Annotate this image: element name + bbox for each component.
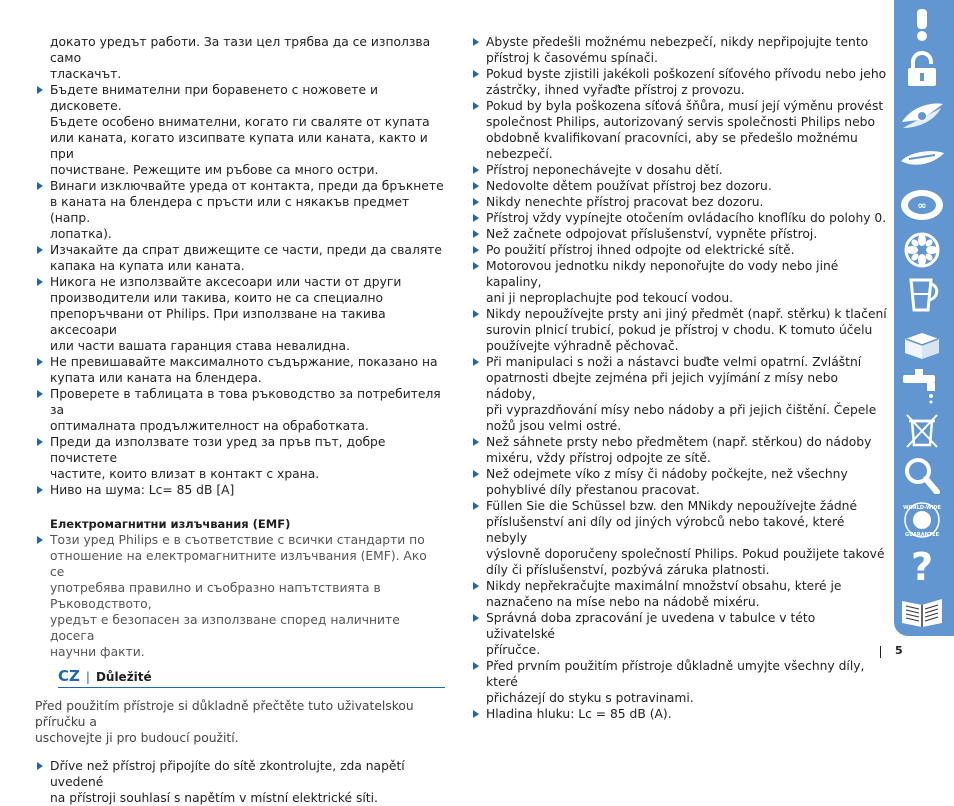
list-item — [35, 434, 445, 482]
list-item — [35, 178, 445, 242]
bullet-triangle-icon — [473, 262, 479, 270]
text-line: Ниво на шума: Lc= 85 dB [A] — [50, 483, 235, 497]
bullet-triangle-icon — [37, 536, 43, 544]
chapter-tab[interactable] — [897, 592, 947, 628]
text-line: производители или такива, които не са специално — [50, 291, 384, 305]
text-line: Přístroj neponechávejte v dosahu dětí. — [486, 163, 723, 177]
text-line: Před prvním použitím přístroje důkladně umyjte všechny díly, které — [486, 659, 865, 689]
text-line: surovin plnicí trubicí, pokud je přístroj v chodu. K tomuto účelu — [486, 323, 873, 337]
blender-jug-icon — [897, 276, 947, 314]
chapter-tab[interactable] — [897, 502, 947, 538]
chapter-tab[interactable] — [897, 97, 947, 133]
text-line: Бъдете внимателни при боравенето с ножовете и дисковете. — [50, 83, 378, 113]
text-line: в каната на блендера с пръсти или с някакъв предмет (напр. — [50, 195, 410, 225]
text-line: уредът е безопасен за използване според наличните досега — [50, 613, 400, 643]
text-line: Nedovolte dětem používat přístroj bez dozoru. — [486, 179, 772, 193]
text-line: při vyprazdňování mísy nebo nádoby a při jejich čištění. Čepele — [486, 403, 877, 417]
text-line: Füllen Sie die Schüssel bzw. den MNikdy nepoužívejte žádné — [486, 499, 858, 513]
text-line: naznačeno na míse nebo na nádobě mixéru. — [486, 595, 760, 609]
text-line: Преди да използвате този уред за пръв път, добре почистете — [50, 435, 386, 465]
text-line: Pokud byste zjistili jakékoli poškození síťového přívodu nebo jeho — [486, 67, 887, 81]
text-line: pohyblivé díly přestanou pracovat. — [486, 483, 700, 497]
bullet-triangle-icon — [37, 438, 43, 446]
bullet-triangle-icon — [37, 486, 43, 494]
text-line: společnost Philips, autorizovaný servis společnosti Philips nebo — [486, 115, 875, 129]
text-line: Abyste předešli možnému nebezpečí, nikdy nepřipojujte tento — [486, 35, 869, 49]
text-line: Nikdy nepřekračujte maximální množství obsahu, které je — [486, 579, 842, 593]
chapter-tab[interactable] — [897, 187, 947, 223]
svg-text:GUARANTEE: GUARANTEE — [904, 532, 940, 538]
bullet-triangle-icon — [37, 182, 43, 190]
intro-paragraph — [35, 698, 445, 746]
chapter-tabs-sidebar — [894, 0, 954, 636]
text-line: Hladina hluku: Lc = 85 dB (A). — [486, 707, 672, 721]
chapter-tab[interactable] — [897, 142, 947, 178]
list-item — [471, 578, 887, 610]
text-line: nožů jsou velmi ostré. — [486, 419, 622, 433]
bullet-triangle-icon — [473, 358, 479, 366]
text-line: Този уред Philips е в съответствие с всички стандарти по — [50, 533, 425, 547]
bullet-triangle-icon — [473, 70, 479, 78]
svg-text:∞: ∞ — [917, 199, 927, 212]
text-line: препоръчвани от Philips. При използване на такива аксесоари — [50, 307, 386, 337]
page-number-divider — [880, 646, 881, 658]
list-item — [471, 610, 887, 658]
text-line: Nikdy nenechte přístroj pracovat bez dozoru. — [486, 195, 764, 209]
bullet-triangle-icon — [473, 470, 479, 478]
text-line: или части вашата гаранция става невалидна. — [50, 339, 350, 353]
list-item — [471, 306, 887, 354]
language-code: CZ — [58, 667, 80, 685]
chapter-tab[interactable] — [897, 367, 947, 403]
text-line: výslovně doporučeny společností Philips. Pokud použijete takové — [486, 547, 885, 561]
chapter-tab[interactable] — [897, 547, 947, 583]
list-item — [471, 354, 887, 434]
recycle-bin-crossed-icon — [897, 411, 947, 449]
list-item — [35, 354, 445, 386]
chapter-tab[interactable] — [897, 232, 947, 268]
text-line: příslušenství ani díly od jiných výrobců nebo takové, které nebyly — [486, 515, 845, 545]
bullet-triangle-icon — [37, 762, 43, 770]
text-line: частите, които влизат в контакт с храна. — [50, 467, 320, 481]
text-line: Správná doba zpracování je uvedena v tabulce v této uživatelské — [486, 611, 816, 641]
bullet-triangle-icon — [37, 278, 43, 286]
list-item — [35, 242, 445, 274]
text-line: или каната, когато изсипвате купата или каната, както и при — [50, 131, 428, 161]
text-line: докато уредът работи. За тази цел трябва да се използва само — [50, 35, 431, 65]
czech-safety-list-start — [35, 758, 445, 806]
bullet-triangle-icon — [473, 438, 479, 446]
emf-heading: Електромагнитни излъчвания (EMF) — [50, 517, 291, 531]
list-item — [471, 178, 887, 194]
text-line: тласкачът. — [50, 67, 122, 81]
bullet-triangle-icon — [473, 614, 479, 622]
text-line: díly či příslušenství, pozbývá záruka platnosti. — [486, 563, 770, 577]
text-line: Než sáhnete prsty nebo předmětem (např. stěrkou) do nádoby — [486, 435, 872, 449]
chapter-tab[interactable] — [897, 457, 947, 493]
text-line: оптималната продължителност на обработката. — [50, 419, 369, 433]
bullet-triangle-icon — [37, 246, 43, 254]
chapter-tab[interactable] — [897, 322, 947, 358]
text-line: научни факти. — [50, 645, 145, 659]
list-item — [471, 66, 887, 98]
bullet-triangle-icon — [473, 182, 479, 190]
list-item — [471, 706, 887, 722]
slicing-disc-icon — [897, 141, 947, 179]
bullet-triangle-icon — [37, 390, 43, 398]
text-line: Před použitím přístroje si důkladně přečtěte tuto uživatelskou příručku a — [35, 699, 414, 729]
section-heading-cz — [58, 668, 445, 688]
worldwide-guarantee-icon — [897, 501, 947, 539]
bullet-triangle-icon — [473, 166, 479, 174]
chapter-tab[interactable] — [897, 7, 947, 43]
text-line: přístroj k časovému spínači. — [486, 51, 658, 65]
text-line: používejte výhradně pěchovač. — [486, 339, 679, 353]
text-line: Никога не използвайте аксесоари или части от други — [50, 275, 402, 289]
list-item — [471, 34, 887, 66]
bullet-triangle-icon — [473, 582, 479, 590]
list-item — [35, 274, 445, 354]
list-item — [35, 758, 445, 806]
heading-separator: | — [85, 670, 90, 684]
bullet-triangle-icon — [473, 102, 479, 110]
text-line: přicházejí do styku s potravinami. — [486, 691, 694, 705]
bullet-triangle-icon — [473, 310, 479, 318]
text-line: mixéru, vždy přístroj odpojte ze sítě. — [486, 451, 711, 465]
text-line: Než odejmete víko z mísy či nádoby počkejte, než všechny — [486, 467, 848, 481]
list-item — [471, 658, 887, 706]
storage-box-icon — [897, 321, 947, 359]
text-line: Motorovou jednotku nikdy neponořujte do vody nebo jiné kapaliny, — [486, 259, 839, 289]
text-line: Винаги изключвайте уреда от контакта, преди да бръкнете — [50, 179, 444, 193]
bullet-triangle-icon — [37, 358, 43, 366]
text-line: na přístroji souhlasí s napětím v místní elektrické síti. — [50, 791, 378, 805]
list-item — [471, 242, 887, 258]
chapter-tab[interactable] — [897, 277, 947, 313]
text-line: Проверете в таблицата в това ръководство за потребителя за — [50, 387, 441, 417]
list-item — [471, 98, 887, 162]
text-line: капака на купата или каната. — [50, 259, 245, 273]
list-item — [35, 82, 445, 178]
text-line: uschovejte ji pro budoucí použití. — [35, 731, 239, 745]
bullet-triangle-icon — [473, 38, 479, 46]
text-line: zástrčky, ihned vyřaďte přístroj z provozu. — [486, 83, 745, 97]
bullet-triangle-icon — [473, 246, 479, 254]
text-line: лопатка). — [50, 227, 112, 241]
open-book-icon — [897, 591, 947, 629]
text-line: Nikdy nepoužívejte prsty ani jiný předmět (např. stěrku) k tlačení — [486, 307, 887, 321]
text-line: Изчакайте да спрат движещите се части, преди да сваляте — [50, 243, 442, 257]
svg-text:?: ? — [910, 546, 934, 584]
text-line: Бъдете особено внимателни, когато ги сваляте от купата — [50, 115, 430, 129]
list-item — [35, 34, 445, 82]
knife-blade-icon — [897, 96, 947, 134]
right-column — [471, 34, 887, 722]
exclamation-icon — [897, 6, 947, 44]
bulgarian-safety-list — [35, 34, 445, 498]
faucet-icon — [897, 366, 947, 404]
list-item — [35, 482, 445, 498]
list-item — [471, 194, 887, 210]
padlock-icon — [897, 51, 947, 89]
list-item — [471, 162, 887, 178]
list-item — [471, 466, 887, 498]
text-line: почистване. Режещите им ръбове са много остри. — [50, 163, 379, 177]
emulsifying-disc-icon — [897, 186, 947, 224]
text-line: отношение на електромагнитните излъчвания (EMF). Ако се — [50, 549, 427, 579]
question-mark-icon — [897, 546, 947, 584]
list-item — [471, 258, 887, 306]
emf-paragraph — [35, 532, 445, 660]
bullet-triangle-icon — [473, 198, 479, 206]
text-line: opatrnosti dbejte zejména při jejich vyjímání z mísy nebo nádoby, — [486, 371, 839, 401]
list-item — [471, 210, 887, 226]
text-line: купата или каната на блендера. — [50, 371, 262, 385]
text-line: ani ji neproplachujte pod tekoucí vodou. — [486, 291, 734, 305]
text-line: употребява правилно и съобразно напътствията в Ръководството, — [50, 581, 381, 611]
text-line: Не превишавайте максималното съдържание, показано на — [50, 355, 438, 369]
list-item — [35, 386, 445, 434]
bullet-triangle-icon — [473, 214, 479, 222]
svg-text:WORLD-WIDE: WORLD-WIDE — [903, 505, 941, 511]
text-line: Pokud by byla poškozena síťová šňůra, musí její výměnu provést — [486, 99, 884, 113]
text-line: Dříve než přístroj připojíte do sítě zkontrolujte, zda napětí uvedené — [50, 759, 405, 789]
section-title: Důležité — [95, 670, 152, 684]
list-item — [471, 434, 887, 466]
text-line: Přístroj vždy vypínejte otočením ovládacího knoflíku do polohy 0. — [486, 211, 887, 225]
text-line: Po použití přístroj ihned odpojte od elektrické sítě. — [486, 243, 795, 257]
left-column — [35, 34, 445, 806]
chapter-tab[interactable] — [897, 412, 947, 448]
chapter-tab[interactable] — [897, 52, 947, 88]
magnifier-icon — [897, 456, 947, 494]
text-line: Při manipulaci s noži a nástavci buďte velmi opatrní. Zvláštní — [486, 355, 862, 369]
list-item — [471, 226, 887, 242]
list-item — [35, 532, 445, 660]
czech-safety-list — [471, 34, 887, 722]
text-line: obdobně kvalifikovaní pracovníci, aby se předešlo možnému nebezpečí. — [486, 131, 858, 161]
bullet-triangle-icon — [473, 230, 479, 238]
bullet-triangle-icon — [473, 662, 479, 670]
bullet-triangle-icon — [473, 502, 479, 510]
text-line: Než začnete odpojovat příslušenství, vypněte přístroj. — [486, 227, 818, 241]
grater-disc-icon — [897, 231, 947, 269]
text-line: příručce. — [486, 643, 541, 657]
list-item — [471, 498, 887, 578]
bullet-triangle-icon — [37, 86, 43, 94]
page-number: 5 — [895, 644, 903, 657]
bullet-triangle-icon — [473, 710, 479, 718]
